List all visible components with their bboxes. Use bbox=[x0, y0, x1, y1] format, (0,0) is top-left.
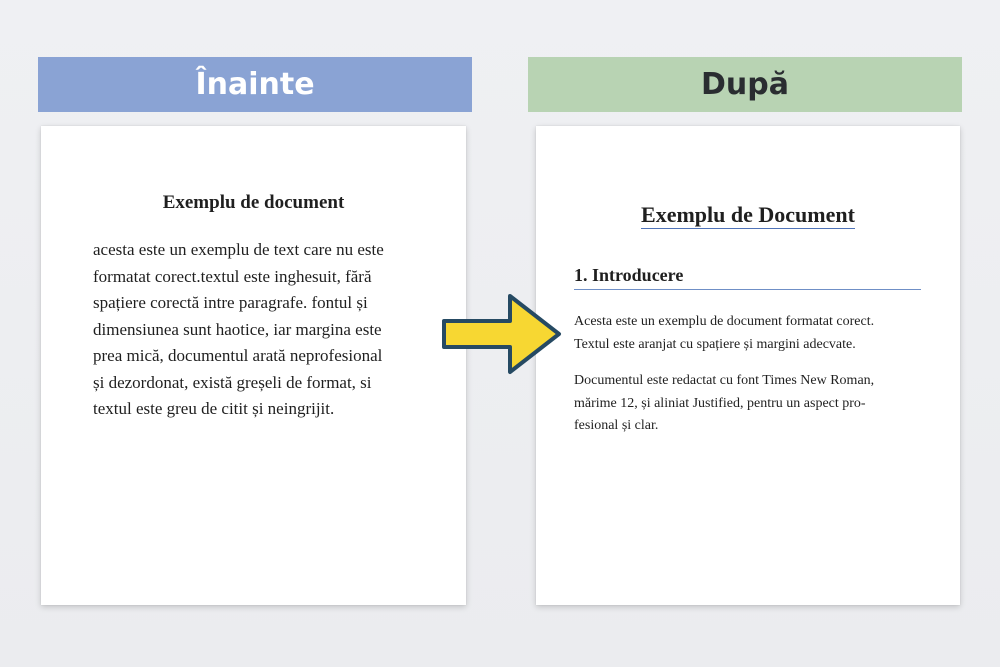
right-arrow-shape bbox=[444, 296, 559, 372]
before-label: Înainte bbox=[38, 57, 472, 112]
before-document-title: Exemplu de document bbox=[162, 192, 345, 213]
after-paragraph-line: Textul este aranjat cu spațiere și margini adecvate. bbox=[574, 336, 856, 352]
after-paragraph-2 bbox=[574, 370, 921, 438]
after-paragraph-line: Documentul este redactat cu font Times New Roman, bbox=[574, 373, 875, 388]
after-section-heading: 1. Introducere bbox=[574, 265, 921, 290]
before-body-line: dimensiunea sunt haotice, iar margina este bbox=[93, 319, 382, 339]
after-paragraph-1 bbox=[574, 311, 921, 356]
after-document-title: Exemplu de Document bbox=[641, 202, 855, 227]
after-document-title-wrap bbox=[536, 193, 960, 230]
before-body-line: și dezordonat, există greșeli de format, si bbox=[93, 372, 372, 392]
before-body-line: formatat corect.textul este inghesuit, fără bbox=[93, 266, 372, 286]
before-body-line: prea mică, documentul arată neprofesional bbox=[93, 346, 383, 365]
right-arrow-icon bbox=[440, 292, 564, 376]
after-paragraph-line: Acesta este un exemplu de document formatat corect. bbox=[574, 314, 875, 329]
after-document-page bbox=[536, 126, 960, 605]
before-document-page bbox=[41, 126, 466, 605]
after-label: După bbox=[528, 57, 962, 112]
before-body-line: acesta este un exemplu de text care nu este bbox=[93, 240, 384, 259]
after-paragraph-line: fesional și clar. bbox=[574, 418, 659, 433]
after-paragraph-line: mărime 12, și aliniat Justified, pentru un aspect pro- bbox=[574, 395, 866, 411]
before-document-body bbox=[93, 237, 438, 423]
before-body-line: textul este greu de citit și neingrijit. bbox=[93, 399, 335, 418]
before-body-line: spațiere corectă intre paragrafe. fontul și bbox=[93, 293, 368, 312]
